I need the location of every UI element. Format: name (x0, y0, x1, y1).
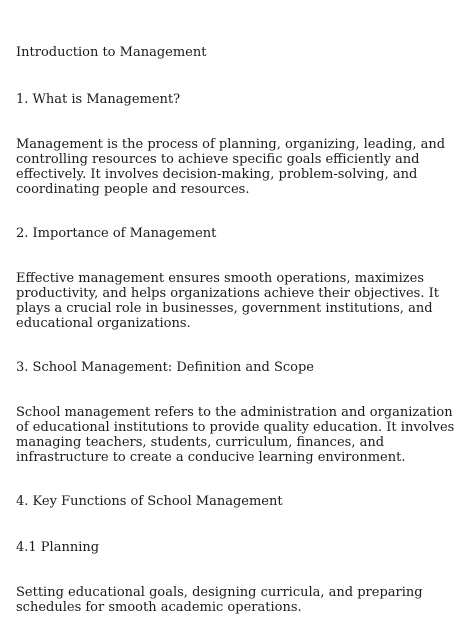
subsection-body-planning: Setting educational goals, designing curricula, and preparing schedules for smooth academic operations. (16, 585, 423, 615)
document-title: Introduction to Management (16, 45, 207, 60)
section-heading-importance: 2. Importance of Management (16, 226, 217, 241)
section-heading-what-is-management: 1. What is Management? (16, 92, 181, 107)
section-heading-school-management: 3. School Management: Definition and Scope (16, 360, 315, 375)
section-body-what-is-management: Management is the process of planning, organizing, leading, and controlling resources to achieve specific goals efficiently and effectively. It involves decision-making, problem-solving, and coordinating people and resources. (16, 137, 446, 197)
section-heading-key-functions: 4. Key Functions of School Management (16, 494, 283, 509)
subsection-heading-planning: 4.1 Planning (16, 540, 100, 555)
section-body-importance: Effective management ensures smooth operations, maximizes productivity, and helps organizations achieve their objectives. It plays a crucial role in businesses, government institutions, and educational organizations. (16, 271, 439, 331)
section-body-school-management: School management refers to the administration and organization of educational institutions to provide quality education. It involves managing teachers, students, curriculum, finances, and infrastructure to create a conducive learning environment. (16, 405, 455, 465)
